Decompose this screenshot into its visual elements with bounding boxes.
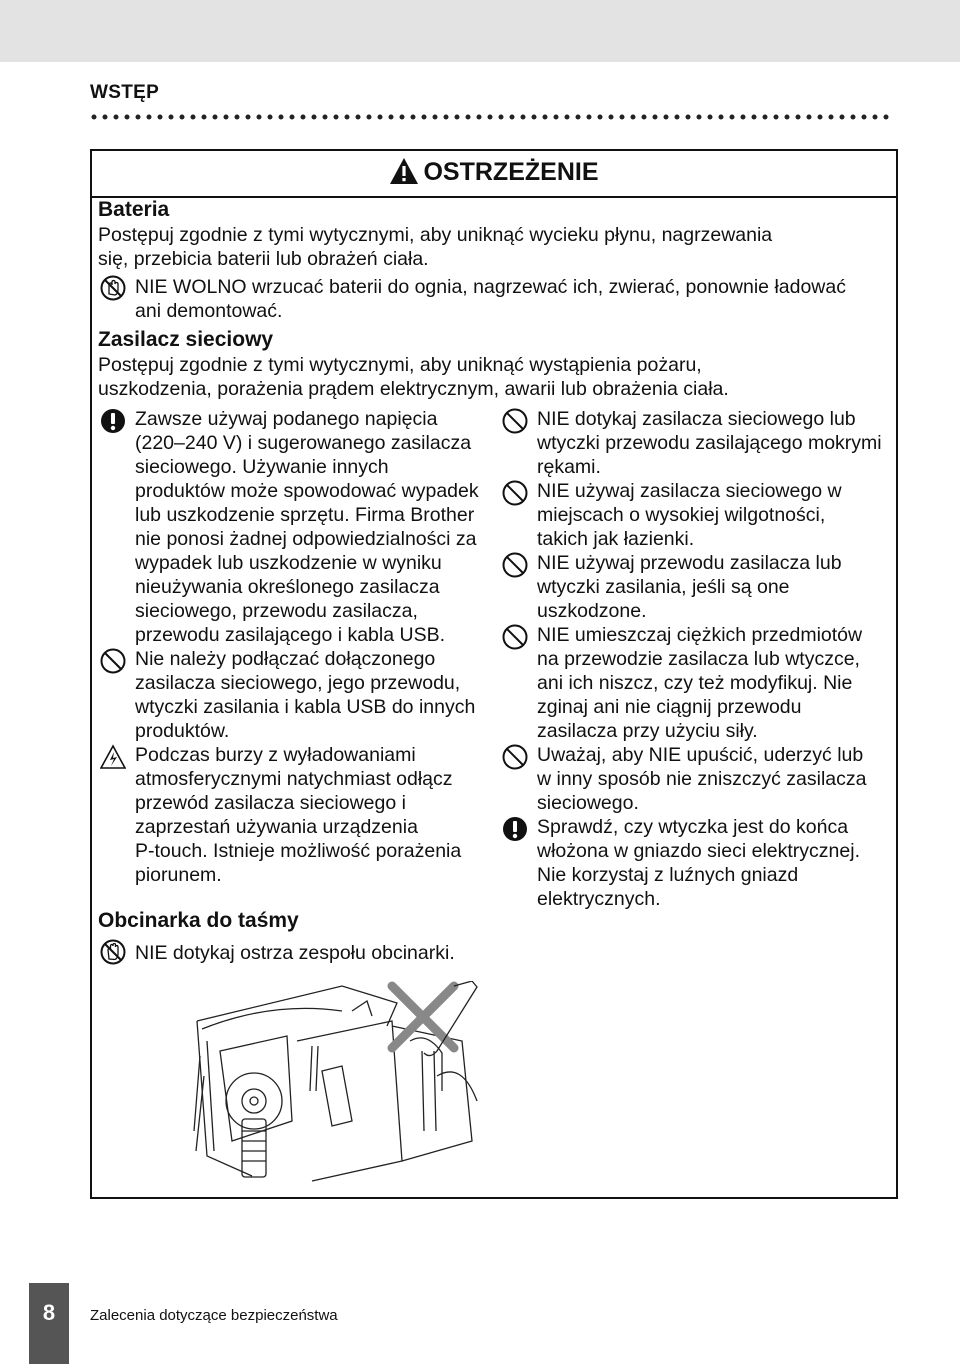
adapter-item-line: Podczas burzy z wyładowaniami — [135, 744, 416, 766]
adapter-item-line: sieciowego. Używanie innych — [135, 456, 389, 478]
adapter-item-line: NIE używaj przewodu zasilacza lub — [537, 552, 842, 574]
adapter-item-line: zaprzestań używania urządzenia — [135, 816, 418, 838]
adapter-item-line: piorunem. — [135, 864, 222, 886]
adapter-item-line: takich jak łazienki. — [537, 528, 695, 550]
adapter-item-line: zasilacza sieciowego, jego przewodu, — [135, 672, 461, 694]
adapter-item-line: elektrycznych. — [537, 888, 661, 910]
caution-icon — [100, 744, 126, 770]
prohibited-icon — [502, 624, 528, 650]
adapter-item-line: przewód zasilacza sieciowego i — [135, 792, 406, 814]
adapter-item-line: sieciowego, przewodu zasilacza, — [135, 600, 418, 622]
adapter-item-line: Nie należy podłączać dołączonego — [135, 648, 436, 670]
battery-heading: Bateria — [98, 198, 170, 221]
section-header: WSTĘP — [90, 82, 160, 103]
adapter-item-line: rękami. — [537, 456, 601, 478]
battery-item-line-1: NIE WOLNO wrzucać baterii do ognia, nagrzewać ich, zwierać, ponownie ładować — [135, 276, 846, 298]
warning-triangle-icon — [389, 157, 419, 185]
adapter-item-line: zginaj ani nie ciągnij przewodu — [537, 696, 802, 718]
mandatory-icon — [502, 816, 528, 842]
adapter-item-line: wtyczki przewodu zasilającego mokrymi — [537, 432, 882, 454]
adapter-item-line: P-touch. Istnieje możliwość porażenia — [135, 840, 462, 862]
adapter-intro-line-2: uszkodzenia, porażenia prądem elektrycznym, awarii lub obrażenia ciała. — [98, 378, 729, 400]
adapter-intro-line-1: Postępuj zgodnie z tymi wytycznymi, aby uniknąć wystąpienia pożaru, — [98, 354, 702, 376]
footer-section-title: Zalecenia dotyczące bezpieczeństwa — [90, 1307, 338, 1324]
cutter-item: NIE dotykaj ostrza zespołu obcinarki. — [135, 942, 455, 964]
prohibited-icon — [100, 648, 126, 674]
dotted-divider — [90, 112, 900, 122]
adapter-item-line: wtyczki zasilania, jeśli są one — [537, 576, 790, 598]
warning-title — [92, 157, 896, 187]
no-disassembly-icon — [100, 275, 126, 301]
adapter-item-line: uszkodzone. — [537, 600, 647, 622]
adapter-item-line: (220–240 V) i sugerowanego zasilacza — [135, 432, 472, 454]
adapter-item-line: miejscach o wysokiej wilgotności, — [537, 504, 826, 526]
battery-intro-line-2: się, przebicia baterii lub obrażeń ciała. — [98, 248, 429, 270]
adapter-item-line: nieużywania określonego zasilacza — [135, 576, 440, 598]
adapter-item-line: NIE dotykaj zasilacza sieciowego lub — [537, 408, 856, 430]
adapter-item-line: wtyczki zasilania i kabla USB do innych — [135, 696, 476, 718]
adapter-item-line: atmosferycznymi natychmiast odłącz — [135, 768, 453, 790]
prohibited-icon — [502, 480, 528, 506]
no-touch-icon — [100, 939, 126, 965]
adapter-item-line: włożona w gniazdo sieci elektrycznej. — [537, 840, 860, 862]
adapter-item-line: produktów. — [135, 720, 230, 742]
battery-intro-line-1: Postępuj zgodnie z tymi wytycznymi, aby uniknąć wycieku płynu, nagrzewania — [98, 224, 773, 246]
prohibited-icon — [502, 744, 528, 770]
adapter-item-line: NIE używaj zasilacza sieciowego w — [537, 480, 842, 502]
warning-header-divider — [92, 196, 896, 198]
adapter-item-line: sieciowego. — [537, 792, 639, 814]
cutter-heading: Obcinarka do taśmy — [98, 909, 299, 932]
adapter-item-line: Uważaj, aby NIE upuścić, uderzyć lub — [537, 744, 864, 766]
prohibited-icon — [502, 408, 528, 434]
adapter-item-line: lub uszkodzenie sprzętu. Firma Brother — [135, 504, 475, 526]
battery-item-line-2: ani demontować. — [135, 300, 283, 322]
adapter-item-line: Zawsze używaj podanego napięcia — [135, 408, 438, 430]
top-band — [0, 0, 960, 62]
adapter-item-line: NIE umieszczaj ciężkich przedmiotów — [537, 624, 863, 646]
adapter-item-line: ani ich niszcz, czy też modyfikuj. Nie — [537, 672, 853, 694]
page-number: 8 — [42, 1300, 56, 1325]
adapter-item-line: Sprawdź, czy wtyczka jest do końca — [537, 816, 849, 838]
adapter-heading: Zasilacz sieciowy — [98, 328, 274, 351]
adapter-item-line: przewodu zasilającego i kabla USB. — [135, 624, 446, 646]
adapter-item-line: w inny sposób nie zniszczyć zasilacza — [537, 768, 867, 790]
adapter-item-line: wypadek lub uszkodzenie w wyniku — [135, 552, 442, 574]
adapter-item-line: nie ponosi żadnej odpowiedzialności za — [135, 528, 477, 550]
prohibited-icon — [502, 552, 528, 578]
adapter-item-line: produktów może spowodować wypadek — [135, 480, 479, 502]
adapter-item-line: Nie korzystaj z luźnych gniazd — [537, 864, 799, 886]
mandatory-icon — [100, 408, 126, 434]
adapter-item-line: na przewodzie zasilacza lub wtyczce, — [537, 648, 860, 670]
warning-box — [90, 149, 898, 1199]
cutter-illustration — [192, 981, 492, 1191]
adapter-item-line: zasilacza przy użyciu siły. — [537, 720, 758, 742]
warning-title-text: OSTRZEŻENIE — [423, 158, 599, 186]
